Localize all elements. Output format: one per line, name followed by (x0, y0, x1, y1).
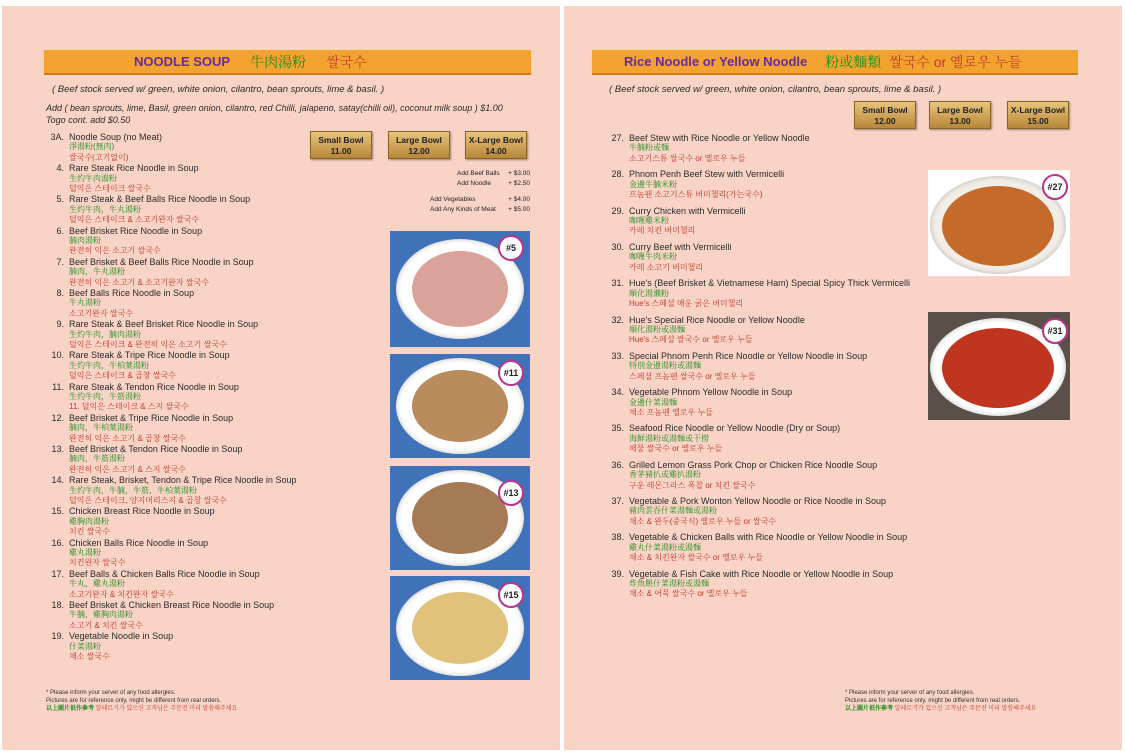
menu-item (602, 387, 792, 418)
item-korean: 스페셜 프놈펜 쌀국수 or 옐로우 누들 (629, 371, 756, 381)
soup-bowl (412, 592, 508, 664)
item-korean: 프놈펜 소고기스튜 버미첼리(가는국수) (629, 190, 763, 200)
soup-bowl (942, 328, 1054, 408)
menu-item (602, 315, 805, 346)
item-english (42, 132, 162, 142)
menu-item (602, 169, 784, 200)
item-chinese: 海鮮湯粉或湯麵或干撈 (629, 433, 709, 443)
item-korean: 카레 소고기 버미첼리 (629, 262, 703, 272)
item-number: 39. (611, 568, 624, 579)
togo-line: Togo cont. add $0.50 (46, 114, 131, 125)
item-name: Noodle Soup (no Meat) (69, 132, 163, 142)
item-name: Grilled Lemon Grass Pork Chop or Chicken Rice Noodle Soup (629, 459, 878, 470)
item-chinese: 咖喱牛肉米粉 (629, 252, 677, 262)
item-chinese: 炸魚餅什菜湯粉或湯麵 (629, 579, 709, 588)
item-korean: 11. 덜익은 스테이크 & 스지 쌀국수 (69, 402, 189, 412)
dish-badge: #13 (498, 480, 524, 506)
soup-bowl (412, 251, 508, 327)
stock-description: ( Beef stock served w/ green, white onion, cilantro, bean sprouts, lime & basil. ) (609, 84, 942, 95)
item-chinese: 香茅豬扒或雞扒湯粉 (629, 470, 701, 480)
menu-item (42, 257, 254, 288)
dish-photo-11 (390, 354, 530, 458)
item-english (602, 351, 867, 361)
item-number: 18. (51, 600, 64, 610)
item-number: 5. (56, 194, 64, 205)
dish-photo-5 (390, 231, 530, 347)
item-korean: 완전히 익은 소고기 쌀국수 (69, 246, 161, 256)
item-number: 19. (51, 631, 64, 642)
allergy-footer (46, 689, 237, 713)
item-number: 17. (51, 568, 64, 579)
item-number: 13. (51, 444, 64, 454)
item-name: Rare Steak & Beef Balls Rice Noodle in Soup (69, 194, 251, 205)
item-name: Curry Chicken with Vermicelli (629, 205, 746, 216)
item-number: 3A. (50, 132, 64, 142)
item-chinese: 順化湯瀨粉 (629, 288, 669, 298)
allergy-footer (845, 689, 1036, 713)
header-english: Rice Noodle or Yellow Noodle (624, 54, 808, 69)
item-korean: 완전히 익은 소고기 & 소고기완자 쌀국수 (69, 277, 210, 287)
item-number: 7. (56, 256, 64, 267)
multilingual-note (845, 705, 1036, 713)
item-chinese: 順化湯粉或湯麵 (629, 324, 685, 334)
menu-item (602, 133, 810, 164)
size-price: 12.00 (874, 116, 896, 126)
item-chinese: 生灼牛肉，牛丸湯粉 (69, 204, 141, 214)
item-number: 15. (51, 506, 64, 517)
item-number: 35. (611, 423, 624, 434)
item-english (42, 413, 233, 423)
extra-label: Add Noodle (457, 180, 491, 187)
dish-photo-15 (390, 576, 530, 680)
menu-item (602, 351, 867, 382)
menu-item (602, 242, 732, 273)
allergy-note: * Please inform your server of any food allergies. (845, 690, 975, 696)
item-name: Seafood Rice Noodle or Yellow Noodle (Dry or Soup) (629, 423, 841, 434)
item-name: Beef Balls & Chicken Balls Rice Noodle in Soup (69, 568, 260, 579)
item-korean: 소고기 & 치킨 쌀국수 (69, 620, 143, 630)
item-english (42, 226, 202, 236)
item-english (602, 169, 784, 179)
item-english (602, 133, 810, 143)
extra-row (430, 205, 530, 215)
item-name: Hue's Special Rice Noodle or Yellow Noodle (629, 314, 805, 325)
item-number: 37. (611, 496, 624, 506)
menu-item (602, 278, 910, 309)
item-chinese: 生灼牛肉，腩肉湯粉 (69, 329, 141, 339)
extras-list (430, 169, 530, 215)
menu-item (42, 226, 202, 257)
item-chinese: 豬肉雲吞什菜湯麵或湯粉 (629, 506, 717, 516)
item-name: Vegetable Phnom Yellow Noodle in Soup (629, 387, 793, 398)
item-name: Beef Brisket & Tendon Rice Noodle in Soup (69, 444, 243, 454)
large-bowl-price (929, 101, 991, 129)
item-korean: 치킨 쌀국수 (69, 527, 110, 537)
extra-label: Add Beef Balls (457, 170, 500, 177)
item-name: Vegetable & Fish Cake with Rice Noodle or Yellow Noodle in Soup (629, 568, 894, 579)
dish-badge: #27 (1042, 174, 1068, 200)
item-english (42, 569, 260, 579)
item-chinese: 腩肉，牛筋湯粉 (69, 454, 125, 464)
item-chinese: 雞丸湯粉 (69, 548, 101, 557)
item-name: Curry Beef with Vermicelli (629, 241, 732, 252)
size-price: 14.00 (485, 146, 507, 156)
header-chinese: 牛肉湯粉 (250, 53, 307, 70)
menu-item (602, 206, 746, 237)
left-menu-page (2, 6, 560, 750)
item-number: 9. (56, 319, 64, 330)
item-english (602, 387, 792, 397)
menu-item (42, 444, 242, 475)
item-english (42, 475, 296, 485)
item-english (42, 600, 274, 610)
chinese-note: 以上圖片祇作參考 (46, 706, 95, 712)
soup-bowl (412, 370, 508, 442)
item-english (602, 242, 732, 252)
extra-price: + $4.00 (508, 196, 530, 203)
large-bowl-price (388, 131, 450, 159)
korean-note: 알레르기가 있으신 고객님은 주문전 미리 말씀해주세요 (894, 706, 1037, 712)
item-korean: 치킨완자 쌀국수 (69, 558, 126, 568)
item-name: Vegetable & Pork Wonton Yellow Noodle or Rice Noodle in Soup (629, 496, 887, 506)
item-name: Beef Stew with Rice Noodle or Yellow Noodle (629, 133, 810, 143)
item-english (602, 278, 910, 288)
item-korean: 소고기완자 쌀국수 (69, 308, 134, 318)
dish-photo-13 (390, 466, 530, 570)
menu-item (602, 532, 907, 563)
picture-note: Pictures are for reference only, might be different from real orders. (845, 698, 1021, 704)
size-price: 11.00 (330, 146, 352, 156)
menu-item (42, 350, 230, 381)
item-number: 8. (56, 288, 64, 298)
item-chinese: 金邊什菜湯麵 (629, 397, 677, 407)
item-number: 14. (51, 475, 64, 486)
item-number: 30. (611, 241, 624, 252)
size-price: 15.00 (1027, 116, 1049, 126)
item-chinese: 生灼牛肉，牛柏葉湯粉 (69, 360, 149, 370)
dish-badge: #15 (498, 582, 524, 608)
item-number: 32. (611, 314, 624, 325)
item-number: 29. (611, 205, 624, 216)
size-label: Small Bowl (862, 105, 908, 115)
item-name: Rare Steak & Tripe Rice Noodle in Soup (69, 350, 230, 361)
size-label: Small Bowl (318, 135, 364, 145)
item-name: Hue's (Beef Brisket & Vietnamese Ham) Special Spicy Thick Vermicelli (629, 278, 910, 289)
item-chinese: 什菜湯粉 (69, 641, 101, 651)
item-chinese: 牛丸湯粉 (69, 298, 101, 308)
dish-badge: #11 (498, 360, 524, 386)
item-number: 38. (611, 532, 624, 543)
item-chinese: 金邊牛腩米粉 (629, 179, 677, 189)
extra-label: Add Any Kinds of Meat (430, 206, 496, 213)
dish-badge: #31 (1042, 318, 1068, 344)
item-number: 28. (611, 169, 624, 180)
item-name: Chicken Balls Rice Noodle in Soup (69, 537, 209, 548)
item-chinese: 牛腩，雞胸肉湯粉 (69, 610, 133, 620)
item-korean: 덜익은 스테이크 & 곱창 쌀국수 (69, 371, 176, 381)
size-label: X-Large Bowl (1010, 105, 1066, 115)
item-name: Beef Brisket Rice Noodle in Soup (69, 225, 203, 236)
add-ons-note (46, 103, 503, 126)
item-korean: 해물 쌀국수 or 옐로우 누들 (629, 444, 723, 454)
item-korean: 소고기스튜 쌀국수 or 옐로우 누들 (629, 153, 746, 163)
soup-bowl (412, 482, 508, 554)
item-english (42, 288, 194, 298)
menu-item (42, 538, 208, 569)
menu-item (42, 382, 239, 413)
item-number: 11. (52, 381, 64, 392)
header-korean: 쌀국수 or 옐로우 누들 (889, 53, 1022, 70)
item-chinese: 牛丸，雞丸湯粉 (69, 579, 125, 589)
dish-badge: #5 (498, 235, 524, 261)
item-chinese: 腩肉，牛丸湯粉 (69, 267, 125, 277)
item-name: Beef Brisket & Tripe Rice Noodle in Soup (69, 412, 234, 423)
rice-noodle-header (592, 50, 1078, 75)
item-english (42, 506, 215, 516)
menu-item (42, 506, 215, 537)
item-name: Vegetable Noodle in Soup (69, 631, 174, 642)
menu-item (42, 194, 250, 225)
item-name: Vegetable & Chicken Balls with Rice Noodle or Yellow Noodle in Soup (629, 532, 908, 543)
right-menu-page (564, 6, 1122, 750)
item-english (42, 257, 254, 267)
item-korean: 카레 치킨 버미첼리 (629, 226, 696, 236)
menu-item (42, 631, 173, 662)
item-english (42, 194, 250, 204)
header-korean: 쌀국수 (326, 53, 367, 70)
item-english (42, 631, 173, 641)
item-chinese: 特別金邊湯粉或湯麵 (629, 361, 701, 371)
item-english (602, 460, 877, 470)
size-label: X-Large Bowl (468, 135, 524, 145)
item-chinese: 腩肉，牛柏葉湯粉 (69, 423, 133, 433)
extra-price: + $3.00 (508, 170, 530, 177)
item-korean: 덜익은 스테이크, 양지머리스지 & 곱창 쌀국수 (69, 496, 227, 505)
menu-item (42, 475, 296, 506)
item-chinese: 生灼牛肉湯粉 (69, 173, 117, 183)
item-number: 33. (611, 350, 624, 361)
soup-bowl (942, 186, 1054, 266)
item-english (42, 444, 242, 454)
item-number: 16. (51, 537, 64, 548)
header-chinese: 粉或麵類 (825, 53, 882, 70)
menu-item (602, 496, 886, 527)
size-label: Large Bowl (396, 135, 442, 145)
item-english (602, 569, 893, 579)
xlarge-bowl-price (465, 131, 527, 159)
item-name: Special Phnom Penh Rice Noodle or Yellow Noodle in Soup (629, 350, 868, 361)
noodle-soup-header (44, 50, 531, 75)
item-english (42, 538, 208, 548)
allergy-note: * Please inform your server of any food allergies. (46, 690, 176, 696)
item-english (42, 382, 239, 392)
item-number: 10. (51, 350, 64, 361)
item-korean: 채소 쌀국수 (69, 652, 110, 661)
menu-item (42, 132, 162, 163)
size-price: 12.00 (408, 146, 430, 156)
item-korean: 채소 & 치킨완자 쌀국수 or 옐로우 누들 (629, 553, 763, 563)
extra-row (430, 195, 530, 205)
item-number: 36. (611, 459, 624, 470)
item-name: Chicken Breast Rice Noodle in Soup (69, 506, 215, 517)
extra-label: Add Vegetables (430, 196, 476, 203)
xlarge-bowl-price (1007, 101, 1069, 129)
extra-price: + $5.00 (508, 206, 530, 213)
small-bowl-price (854, 101, 916, 129)
item-name: Rare Steak & Tendon Rice Noodle in Soup (69, 381, 239, 392)
menu-item (602, 423, 840, 454)
item-name: Beef Brisket & Chicken Breast Rice Noodle in Soup (69, 600, 275, 610)
item-chinese: 咖喱雞米粉 (629, 216, 669, 225)
item-chinese: 雞丸什菜湯粉或湯麵 (629, 542, 701, 552)
item-korean: 덜익은 스테이크 & 완전히 익은 소고기 쌀국수 (69, 340, 227, 349)
item-korean: 소고기완자 & 치킨완자 쌀국수 (69, 589, 174, 599)
item-number: 12. (51, 412, 64, 423)
item-number: 31. (611, 278, 624, 289)
item-english (602, 315, 805, 325)
extra-price: + $2.50 (508, 180, 530, 187)
item-chinese: 生灼牛肉，牛筋湯粉 (69, 392, 141, 401)
item-korean: 완전히 익은 소고기 & 스지 쌀국수 (69, 464, 186, 474)
picture-note: Pictures are for reference only, might be different from real orders. (46, 698, 222, 704)
item-name: Beef Brisket & Beef Balls Rice Noodle in Soup (69, 256, 254, 267)
item-name: Rare Steak Rice Noodle in Soup (69, 163, 199, 174)
item-korean: 채소 & 어묵 쌀국수 or 옐로우 누들 (629, 589, 748, 599)
item-korean: 덜익은 스테이크 & 소고기완자 쌀국수 (69, 215, 200, 225)
item-korean: 쌀국수(고기없이) (69, 152, 129, 162)
item-korean: 채소 프놈펜 옐로우 누들 (629, 407, 713, 417)
dish-photo-27 (928, 170, 1070, 276)
menu-item (42, 288, 194, 319)
item-korean: 채소 & 완두(중국식) 옐로우 누들 or 쌀국수 (629, 516, 777, 526)
item-english (42, 163, 199, 173)
small-bowl-price (310, 131, 372, 159)
item-english (602, 532, 907, 542)
item-korean: 완전히 익은 소고기 & 곱창 쌀국수 (69, 433, 186, 443)
menu-item (42, 163, 199, 194)
item-number: 34. (611, 387, 624, 398)
menu-item (602, 460, 877, 491)
item-korean: 덜익은 스테이크 쌀국수 (69, 184, 151, 193)
item-number: 27. (611, 133, 624, 143)
item-name: Phnom Penh Beef Stew with Vermicelli (629, 169, 785, 180)
extra-row (430, 169, 530, 179)
dish-photo-31 (928, 312, 1070, 420)
item-english (42, 350, 230, 360)
stock-description: ( Beef stock served w/ green, white onion, cilantro, bean sprouts, lime & basil. ) (52, 84, 385, 95)
item-number: 4. (56, 163, 64, 174)
item-name: Beef Balls Rice Noodle in Soup (69, 288, 195, 298)
item-korean: 구운 레몬그라스 폭찹 or 치킨 쌀국수 (629, 480, 756, 490)
item-chinese: 雞胸肉湯粉 (69, 516, 109, 526)
chinese-note: 以上圖片祇作參考 (845, 706, 894, 712)
header-english: NOODLE SOUP (134, 54, 231, 69)
menu-item (602, 569, 893, 600)
item-english (602, 423, 840, 433)
multilingual-note (46, 705, 237, 713)
item-english (42, 319, 258, 329)
add-ons-line: Add ( bean sprouts, lime, Basil, green onion, cilantro, red Chilli, jalapeno, satay(chilli oil), coconut milk soup ) $1.00 (46, 103, 503, 113)
item-english (602, 496, 886, 506)
size-price: 13.00 (949, 116, 971, 126)
menu-item (42, 569, 260, 600)
item-chinese: 淨湯粉(無肉) (69, 142, 115, 152)
item-chinese: 生灼牛肉，牛腩，牛筋，牛柏葉湯粉 (69, 485, 197, 495)
size-label: Large Bowl (937, 105, 983, 115)
item-name: Rare Steak, Brisket, Tendon & Tripe Rice Noodle in Soup (69, 475, 297, 486)
item-name: Rare Steak & Beef Brisket Rice Noodle in Soup (69, 319, 259, 330)
item-chinese: 牛腩粉或麵 (629, 143, 669, 153)
menu-item (42, 600, 274, 631)
menu-item (42, 319, 258, 350)
item-number: 6. (56, 225, 64, 236)
item-chinese: 腩肉湯粉 (69, 236, 101, 245)
item-english (602, 206, 746, 216)
item-korean: Hue's 스페셜 쌀국수 or 옐로우 누들 (629, 335, 753, 345)
korean-note: 알레르기가 있으신 고객님은 주문전 미리 말씀해주세요 (95, 706, 238, 712)
item-korean: Hue's 스페셜 매운 굵은 버미첼리 (629, 299, 744, 308)
menu-item (42, 413, 233, 444)
extra-row (430, 179, 530, 189)
